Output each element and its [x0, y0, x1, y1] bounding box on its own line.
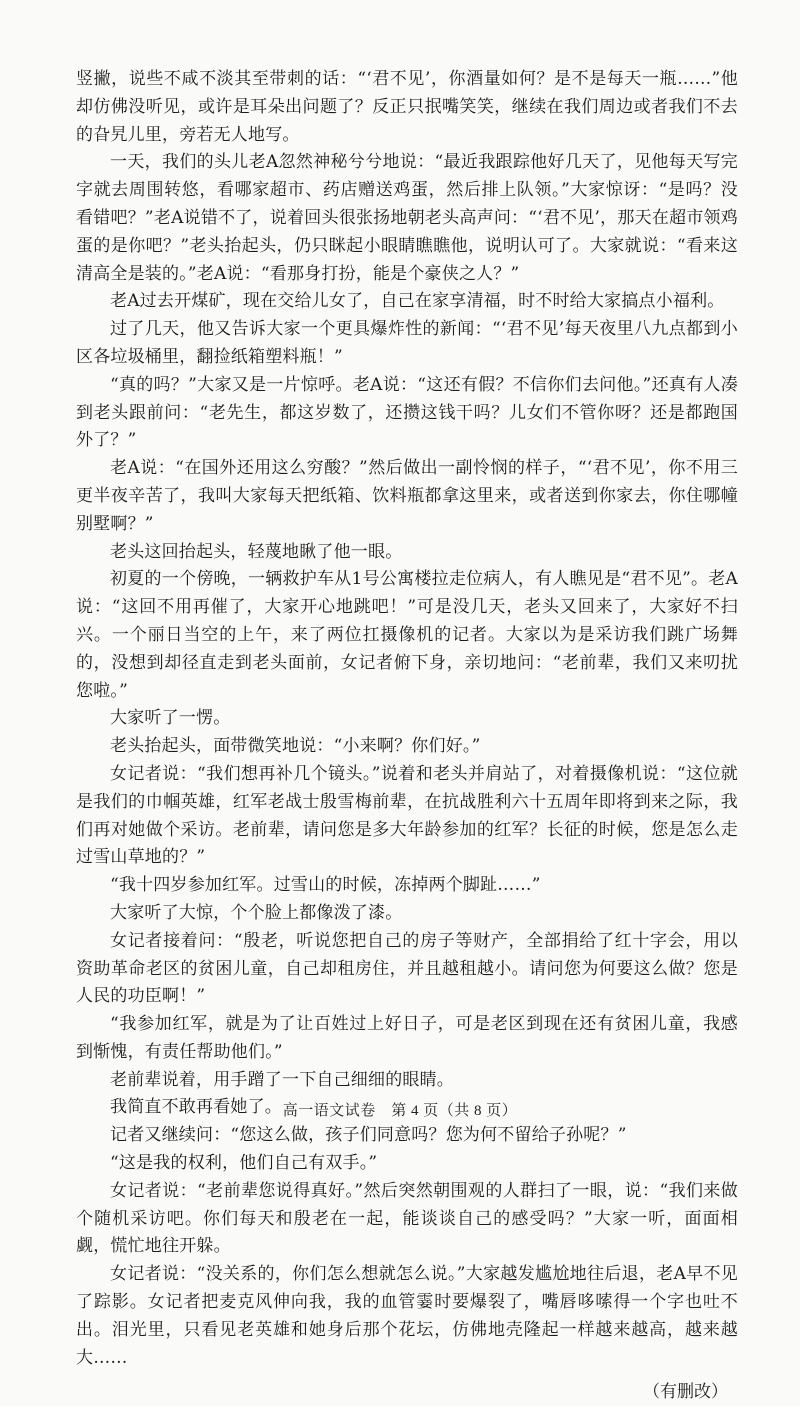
paragraph: 老头这回抬起头，轻蔑地瞅了他一眼。	[110, 541, 403, 562]
page-footer: 高一语文试卷 第 4 页（共 8 页）	[282, 1103, 518, 1119]
edit-note: （有删改）	[643, 1382, 728, 1403]
paragraph: 女记者说：“没关系的，你们怎么想就怎么说。”大家越发尴尬地往后退，老A早不见了踪影。女记者把麦克风伸向我，我的血管霎时要爆裂了，嘴唇哆嗦得一个字也吐不出。泪光里，只看见老英雄和她身后那个花坛，仿佛地壳隆起一样越来越高，越来越大……	[76, 1264, 738, 1368]
paragraph: 一天，我们的头儿老A忽然神秘兮兮地说：“最近我跟踪他好几天了，见他每天写完字就去周围转悠，看哪家超市、药店赠送鸡蛋，然后排上队领。”大家惊讶：“是吗？没看错吧？”老A说错不了，说着回头很张扬地朝老头高声问：“‘君不见’，那天在超市领鸡蛋的是你吧？”老头抬起头，仍只眯起小眼睛瞧瞧他，说明认可了。大家就说：“看来这清高全是装的。”老A说：“看那身打扮，能是个豪侠之人？”	[76, 152, 738, 284]
paragraph: 女记者接着问：“殷老，听说您把自己的房子等财产，全部捐给了红十字会，用以资助革命老区的贫困儿童，自己却租房住，并且越租越小。请问您为何要这么做？您是人民的功臣啊！”	[76, 930, 738, 1007]
paragraph: 老前辈说着，用手蹭了一下自己细细的眼睛。	[110, 1069, 454, 1090]
paragraph: 老头抬起头，面带微笑地说：“小来啊？你们好。”	[110, 736, 481, 757]
paragraph: 过了几天，他又告诉大家一个更具爆炸性的新闻：“‘君不见’每天夜里八九点都到小区各垃圾桶里，翻捡纸箱塑料瓶！”	[76, 319, 738, 367]
paragraph: 竖撇，说些不咸不淡其至带刺的话：“‘君不见’，你酒量如何？是不是每天一瓶……”他却仿佛没听见，或许是耳朵出问题了？反正只抿嘴笑笑，继续在我们周边或者我们不去的旮旯儿里，旁若无人地写。	[76, 69, 738, 145]
paragraph: “我参加红军，就是为了让百姓过上好日子，可是老区到现在还有贫困儿童，我感到惭愧，有责任帮助他们。”	[76, 1014, 738, 1062]
paragraph: 女记者说：“老前辈您说得真好。”然后突然朝围观的人群扫了一眼，说：“我们来做个随机采访吧。你们每天和殷老在一起，能谈谈自己的感受吗？”大家一听，面面相觑，慌忙地往开躲。	[76, 1180, 738, 1257]
paragraph: “真的吗？”大家又是一片惊呼。老A说：“这还有假？不信你们去问他。”还真有人凑到老头跟前问：“老先生，都这岁数了，还攒这钱干吗？儿女们不管你呀？还是都跑国外了？”	[76, 374, 738, 451]
paragraph: 大家听了一愣。	[110, 708, 231, 729]
paragraph: 老A说：“在国外还用这么穷酸？”然后做出一副怜悯的样子，“‘君不见’，你不用三更半夜辛苦了，我叫大家每天把纸箱、饮料瓶都拿这里来，或者送到你家去，你住哪幢别墅啊？”	[76, 458, 738, 534]
paragraph: “我十四岁参加红军。过雪山的时候，冻掉两个脚趾……”	[110, 875, 541, 896]
paragraph: 大家听了大惊，个个脸上都像泼了漆。	[110, 902, 403, 923]
paragraph: 初夏的一个傍晚，一辆救护车从1号公寓楼拉走位病人，有人瞧见是“君不见”。老A说：“这回不用再催了，大家开心地跳吧！”可是没几天，老头又回来了，大家好不扫兴。一个丽日当空的上午，来了两位扛摄像机的记者。大家以为是采访我们跳广场舞的，没想到却径直走到老头面前，女记者俯下身，亲切地问：“老前辈，我们又来叨扰您啦。”	[76, 569, 738, 701]
paragraph: “这是我的权利，他们自己有双手。”	[110, 1153, 378, 1174]
paragraph: 老A过去开煤矿，现在交给儿女了，自己在家享清福，时不时给大家搞点小福利。	[110, 291, 725, 312]
article-body	[76, 66, 738, 1372]
paragraph: 我简直不敢再看她了。	[110, 1097, 282, 1118]
paragraph: 女记者说：“我们想再补几个镜头。”说着和老头并肩站了，对着摄像机说：“这位就是我们的巾帼英雄，红军老战士殷雪梅前辈，在抗战胜利六十五周年即将到来之际，我们再对她做个采访。老前辈，请问您是多大年龄参加的红军？长征的时候，您是怎么走过雪山草地的？”	[76, 763, 738, 868]
paragraph: 记者又继续问：“您这么做，孩子们同意吗？您为何不留给子孙呢？”	[110, 1125, 627, 1146]
